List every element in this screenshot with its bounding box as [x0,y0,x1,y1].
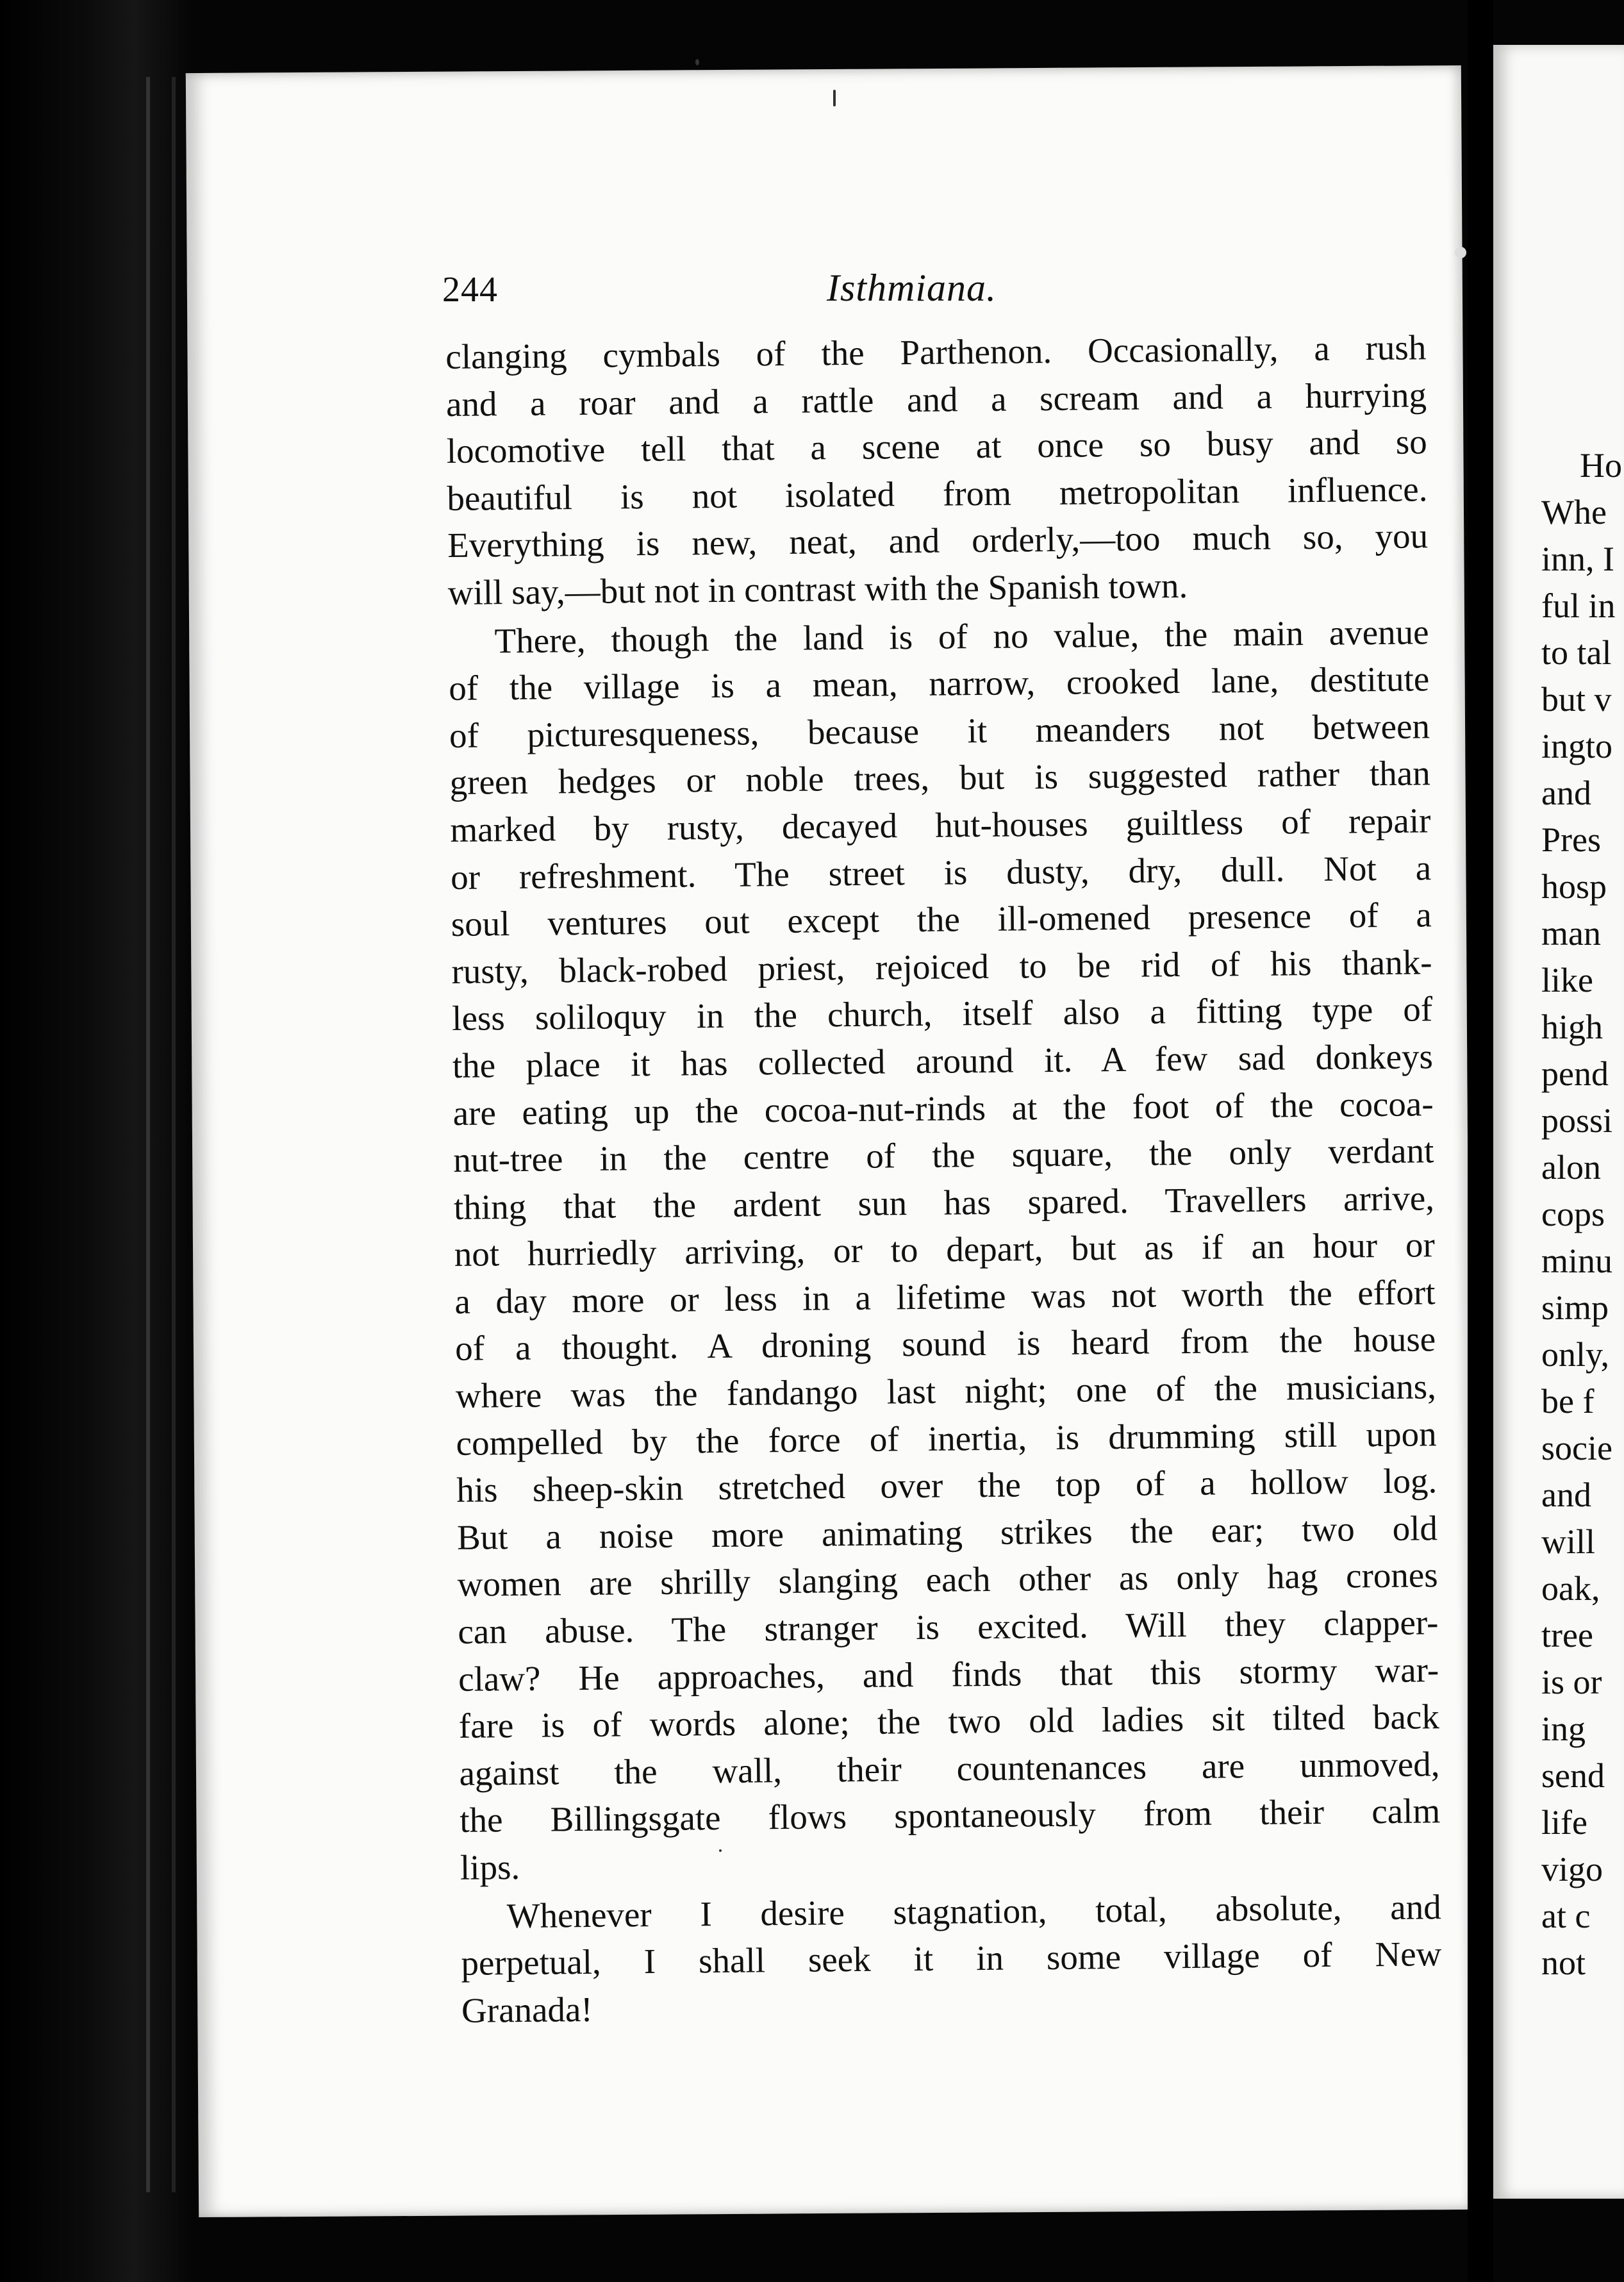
facing-text-fragment: pend [1541,1054,1609,1093]
binding-line [172,77,176,2192]
facing-page-text [1541,442,1624,1986]
facing-text-fragment: and [1541,1476,1591,1514]
text-line: nut-tree in the centre of the square, the only verdant [453,1131,1434,1180]
facing-text-fragment: send [1541,1756,1605,1795]
body-text [445,324,1442,2034]
text-line: of picturesqueness, because it meanders not between [449,706,1430,755]
facing-text-fragment: life [1541,1803,1587,1842]
facing-text-fragment: high [1541,1008,1603,1046]
text-line: perpetual, I shall seek it in some village of New [461,1934,1442,1983]
text-line: Whenever I desire stagnation, total, absolute, and [506,1886,1441,1935]
text-line: rusty, black-robed priest, rejoiced to be rid of his thank- [451,942,1432,991]
book-binding-edge [0,0,192,2282]
facing-text-fragment: simp [1541,1288,1609,1327]
page-gutter [1468,0,1493,2282]
scan-speck [719,1849,722,1852]
text-line: can abuse. The stranger is excited. Will they clapper- [458,1603,1439,1651]
facing-text-fragment: be f [1541,1382,1595,1420]
text-line: against the wall, their countenances are unmoved, [459,1744,1440,1793]
facing-text-fragment: alon [1541,1148,1601,1187]
text-line: a day more or less in a lifetime was not worth the effort [454,1272,1436,1321]
facing-text-fragment: minu [1541,1242,1613,1280]
facing-text-fragment: inn, I [1541,540,1614,578]
text-line: compelled by the force of inertia, is drumming still upon [456,1413,1437,1463]
text-line: of a thought. A droning sound is heard from the house [454,1319,1436,1369]
facing-text-fragment: Ho [1580,446,1622,485]
facing-text-fragment: not [1541,1944,1586,1982]
facing-text-fragment: and [1541,774,1591,812]
text-line: lips. [460,1847,520,1887]
text-line: claw? He approaches, and finds that this stormy war- [458,1649,1439,1699]
facing-text-fragment: socie [1541,1429,1612,1467]
text-line: green hedges or noble trees, but is suggested rather than [449,753,1430,803]
text-line: Everything is new, neat, and orderly,—too much so, you [447,516,1429,565]
text-line: soul ventures out except the ill-omened presence of a [451,895,1432,944]
scan-speck [833,90,836,106]
facing-text-fragment: but v [1541,680,1612,719]
facing-text-fragment: ing [1541,1710,1586,1748]
page-number: 244 [442,270,498,310]
facing-text-fragment: possi [1541,1101,1613,1140]
text-line: not hurriedly arriving, or to depart, but as if an hour or [454,1225,1436,1274]
text-line: thing that the ardent sun has spared. Travellers arrive, [453,1178,1435,1227]
text-line: fare is of words alone; the two old ladies sit tilted back [458,1697,1440,1746]
facing-text-fragment: hosp [1541,867,1607,906]
text-line: of the village is a mean, narrow, crooked lane, destitute [449,659,1430,708]
facing-text-fragment: oak, [1541,1569,1600,1608]
facing-text-fragment: cops [1541,1195,1605,1233]
facing-text-fragment: man [1541,914,1601,953]
facing-text-fragment: at c [1541,1897,1591,1935]
text-line: his sheep-skin stretched over the top of a hollow log. [456,1461,1438,1510]
facing-text-fragment: is or [1541,1663,1602,1701]
text-line: But a noise more animating strikes the ear; two old [456,1508,1438,1557]
text-line: locomotive tell that a scene at once so busy and so [446,422,1427,471]
text-line: the place it has collected around it. A few sad donkeys [452,1037,1434,1085]
facing-text-fragment: ful in [1541,587,1616,625]
facing-text-fragment: to tal [1541,633,1612,672]
text-line: marked by rusty, decayed hut-houses guiltless of repair [450,801,1431,849]
scan-speck [1455,247,1466,258]
facing-text-fragment: only, [1541,1335,1609,1374]
text-line: clanging cymbals of the Parthenon. Occasionally, a rush [445,328,1427,376]
facing-text-fragment: will [1541,1522,1596,1561]
running-title: Isthmiana. [827,267,997,309]
text-line: will say,—but not in contrast with the Spanish town. [447,565,1188,612]
running-head [442,263,1423,321]
text-line: the Billingsgate flows spontaneously from their calm [459,1791,1441,1840]
text-line: are eating up the cocoa-nut-rinds at the foot of the cocoa- [452,1083,1434,1133]
facing-text-fragment: Pres [1541,820,1601,859]
text-line: beautiful is not isolated from metropolitan influence. [447,469,1428,518]
facing-text-fragment: tree [1541,1616,1593,1654]
text-line: Granada! [461,1989,593,2030]
text-line: or refreshment. The street is dusty, dry, dull. Not a [450,847,1432,897]
facing-text-fragment: vigo [1541,1850,1603,1888]
scan-speck [695,59,699,65]
binding-line [146,77,150,2192]
text-line: less soliloquy in the church, itself also a fitting type of [451,989,1433,1038]
text-line: There, though the land is of no value, the main avenue [494,612,1429,660]
facing-text-fragment: ingto [1541,727,1613,765]
text-line: and a roar and a rattle and a scream and a hurrying [445,374,1427,424]
text-line: women are shrilly slanging each other as only hag crones [457,1555,1438,1604]
facing-text-fragment: like [1541,961,1593,999]
text-line: where was the fandango last night; one of the musicians, [455,1367,1437,1415]
facing-text-fragment: Whe [1541,493,1607,531]
